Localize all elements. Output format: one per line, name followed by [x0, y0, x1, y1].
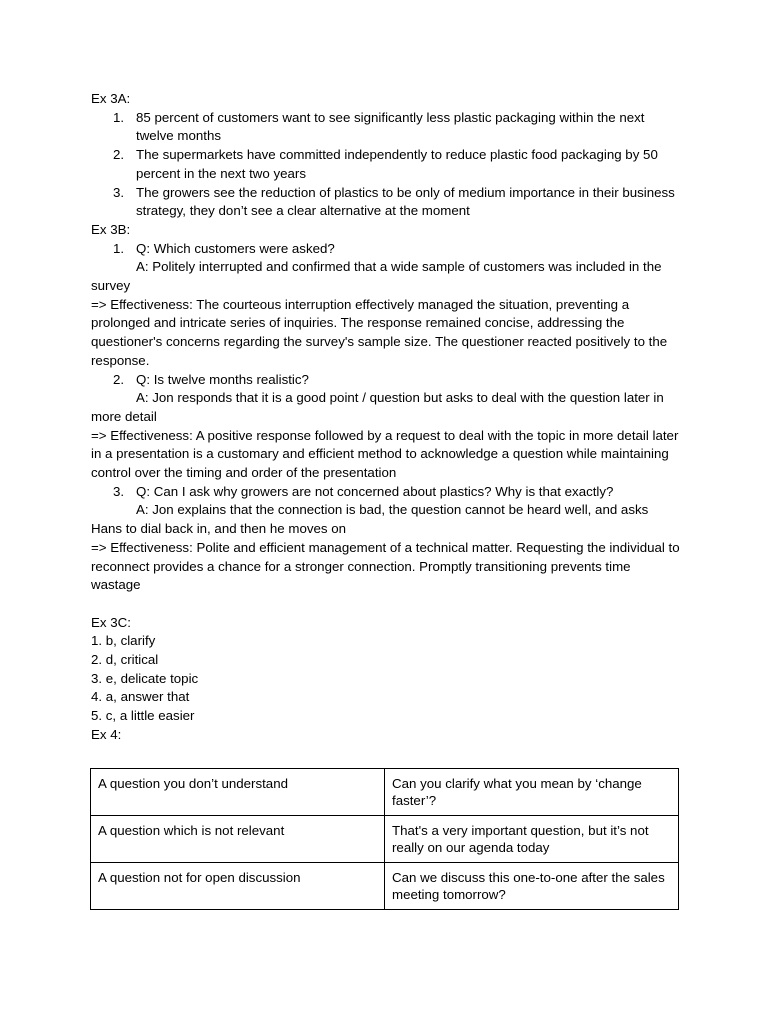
list-item — [91, 146, 681, 183]
answer-line: 5. c, a little easier — [91, 708, 195, 724]
list-number: 3. — [113, 483, 125, 499]
table-cell-response: Can we discuss this one-to-one after the sales meeting tomorrow? — [385, 863, 679, 910]
question-text: Q: Is twelve months realistic? — [136, 371, 309, 387]
answer-text: A: Jon explains that the connection is bad, the question cannot be heard well, and asks Hans to dial back in, and then he moves on — [91, 502, 649, 537]
ex4-heading: Ex 4: — [91, 726, 122, 742]
list-item — [91, 184, 681, 221]
effectiveness-text: => Effectiveness: The courteous interruption effectively managed the situation, preventing a prolonged and intricate series of inquiries. The response remained concise, addressing the questioner's concerns regarding the survey's sample size. The questioner reacted positively to the response. — [91, 296, 668, 368]
list-number: 1. — [113, 240, 125, 256]
table-cell-situation: A question not for open discussion — [91, 863, 385, 910]
list-text: The supermarkets have committed independently to reduce plastic food packaging by 50 percent in the next two years — [136, 147, 658, 181]
table-row — [91, 769, 679, 816]
blank-line — [91, 595, 681, 614]
ex3a-list — [91, 109, 681, 221]
answer-text: A: Politely interrupted and confirmed that a wide sample of customers was included in the survey — [91, 259, 662, 294]
table-row — [91, 863, 679, 910]
list-item — [91, 371, 681, 390]
ex4-table — [90, 768, 679, 910]
effectiveness-text: => Effectiveness: Polite and efficient management of a technical matter. Requesting the individual to reconnect provides a chance for a stronger connection. Promptly transitioning prevents time wastage — [91, 539, 680, 593]
document-body — [91, 90, 681, 745]
question-text: Q: Can I ask why growers are not concerned about plastics? Why is that exactly? — [136, 483, 614, 499]
table-cell-situation: A question you don’t understand — [91, 769, 385, 816]
question-text: Q: Which customers were asked? — [136, 240, 335, 256]
effectiveness-text: => Effectiveness: A positive response followed by a request to deal with the topic in more detail later in a presentation is a customary and efficient method to acknowledge a question while maintaining control over the timing and order of the presentation — [91, 427, 679, 481]
answer-text: A: Jon responds that it is a good point / question but asks to deal with the question later in more detail — [91, 390, 664, 424]
answer-line: 2. d, critical — [91, 652, 159, 668]
table-cell-response: Can you clarify what you mean by ‘change faster’? — [385, 769, 679, 816]
ex3b-heading: Ex 3B: — [91, 221, 131, 237]
answer-line: 4. a, answer that — [91, 689, 190, 705]
table-row — [91, 816, 679, 863]
list-text: 85 percent of customers want to see significantly less plastic packaging within the next twelve months — [136, 109, 645, 144]
table-cell-situation: A question which is not relevant — [91, 816, 385, 863]
list-number: 2. — [113, 371, 125, 387]
list-number: 1. — [113, 109, 125, 125]
list-number: 2. — [113, 147, 125, 163]
list-text: The growers see the reduction of plastics to be only of medium importance in their business strategy, they don’t see a clear alternative at the moment — [136, 184, 675, 219]
table-cell-response: That's a very important question, but it’s not really on our agenda today — [385, 816, 679, 863]
list-item — [91, 109, 681, 146]
list-number: 3. — [113, 184, 125, 200]
list-item — [91, 483, 681, 502]
ex3c-heading: Ex 3C: — [91, 614, 131, 630]
answer-line: 1. b, clarify — [91, 633, 156, 649]
list-item — [91, 240, 681, 259]
ex3a-heading: Ex 3A: — [91, 91, 131, 106]
answer-line: 3. e, delicate topic — [91, 670, 199, 686]
